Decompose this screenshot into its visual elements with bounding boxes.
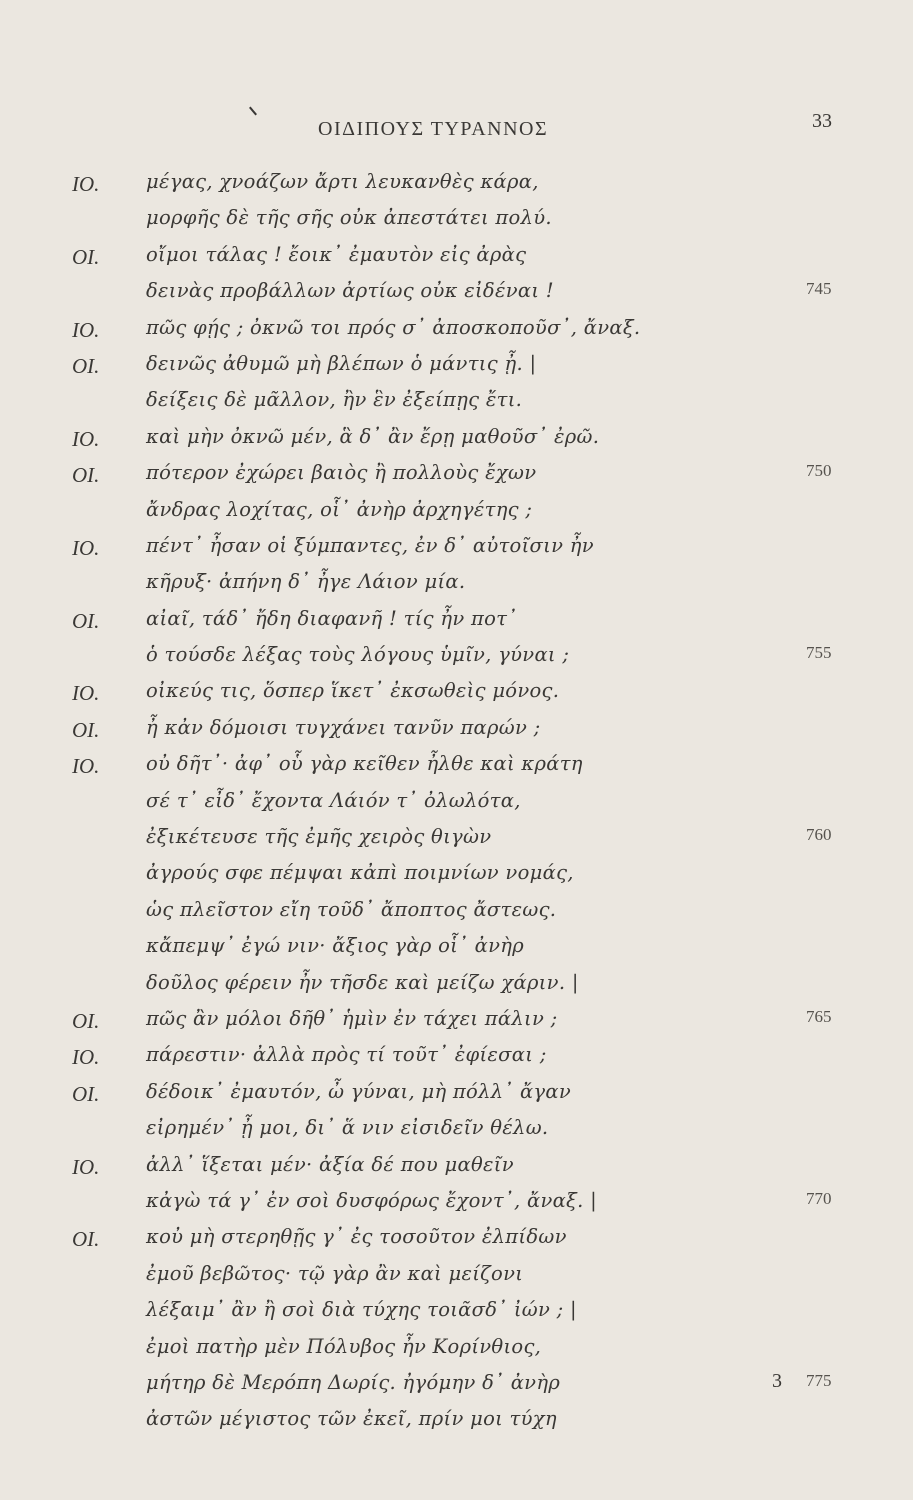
verse-line (0, 1007, 913, 1043)
verse-line (0, 1335, 913, 1371)
verse-line (0, 1153, 913, 1189)
verse-line (0, 388, 913, 424)
verse-text: κἄπεμψ᾽ ἐγώ νιν· ἄξιος γὰρ οἷ᾽ ἀνὴρ (146, 934, 525, 958)
speaker-label: ΟΙ. (72, 717, 100, 742)
verse-text: καὶ μὴν ὀκνῶ μέν, ἃ δ᾽ ἂν ἔρῃ μαθοῦσ᾽ ἐρῶ. (146, 424, 600, 448)
verse-text: δεινῶς ἀθυμῶ μὴ βλέπων ὁ μάντις ᾖ. | (146, 351, 537, 375)
verse-line (0, 498, 913, 534)
verse-line (0, 461, 913, 497)
verse-text: ὡς πλεῖστον εἴη τοῦδ᾽ ἄποπτος ἄστεως. (146, 897, 557, 921)
verse-line (0, 1225, 913, 1261)
verse-text: εἰρημέν᾽ ᾖ μοι, δι᾽ ἅ νιν εἰσιδεῖν θέλω. (146, 1116, 549, 1140)
verse-line (0, 1407, 913, 1443)
verse-text: πάρεστιν· ἀλλὰ πρὸς τί τοῦτ᾽ ἐφίεσαι ; (146, 1043, 547, 1067)
verse-line (0, 1043, 913, 1079)
line-number: 765 (806, 1006, 832, 1026)
verse-line (0, 534, 913, 570)
speaker-label: ΟΙ. (72, 608, 100, 633)
speaker-label: ΙΟ. (72, 1154, 100, 1179)
speaker-label: ΟΙ. (72, 1227, 100, 1252)
verse-line (0, 1116, 913, 1152)
verse-line (0, 206, 913, 242)
verse-text: ἐμοὶ πατὴρ μὲν Πόλυβος ἦν Κορίνθιος, (146, 1334, 542, 1358)
verse-line (0, 316, 913, 352)
verse-line (0, 1262, 913, 1298)
verse-line (0, 934, 913, 970)
line-number: 775 (806, 1370, 832, 1390)
verse-text: ἀλλ᾽ ἵξεται μέν· ἀξία δέ που μαθεῖν (146, 1152, 514, 1176)
speaker-label: ΙΟ. (72, 1045, 100, 1070)
verse-line (0, 607, 913, 643)
verse-line (0, 170, 913, 206)
verse-text: αἰαῖ, τάδ᾽ ἤδη διαφανῆ ! τίς ἦν ποτ᾽ (146, 606, 518, 630)
speaker-label: ΟΙ. (72, 463, 100, 488)
speaker-label: ΙΟ. (72, 535, 100, 560)
verse-text: οἰκεύς τις, ὅσπερ ἵκετ᾽ ἐκσωθεὶς μόνος. (146, 679, 560, 703)
verse-text: ἄνδρας λοχίτας, οἷ᾽ ἀνὴρ ἀρχηγέτης ; (146, 497, 533, 521)
verse-line (0, 716, 913, 752)
verse-text: οἴμοι τάλας ! ἔοικ᾽ ἐμαυτὸν εἰς ἀρὰς (146, 242, 527, 266)
verse-text: πῶς φῄς ; ὀκνῶ τοι πρός σ᾽ ἀποσκοποῦσ᾽, ἄναξ. (146, 315, 641, 339)
line-number: 770 (806, 1188, 832, 1208)
line-number: 750 (806, 461, 832, 481)
verse-line (0, 425, 913, 461)
verse-text: κοὐ μὴ στερηθῇς γ᾽ ἐς τοσοῦτον ἐλπίδων (146, 1225, 567, 1249)
verse-line (0, 898, 913, 934)
verse-line (0, 679, 913, 715)
line-number: 745 (806, 279, 832, 299)
verse-text: δεινὰς προβάλλων ἀρτίως οὐκ εἰδέναι ! (146, 279, 554, 303)
verse-text: ἐξικέτευσε τῆς ἐμῆς χειρὸς θιγὼν (146, 825, 492, 849)
verse-text: ἀγρούς σφε πέμψαι κἀπὶ ποιμνίων νομάς, (146, 861, 574, 885)
verse-line (0, 570, 913, 606)
speaker-label: ΟΙ. (72, 353, 100, 378)
verse-line (0, 752, 913, 788)
speaker-label: ΙΟ. (72, 426, 100, 451)
verse-text: οὐ δῆτ᾽· ἀφ᾽ οὗ γὰρ κεῖθεν ἦλθε καὶ κράτη (146, 752, 583, 776)
speaker-label: ΟΙ. (72, 1008, 100, 1033)
verse-line (0, 243, 913, 279)
verse-text: λέξαιμ᾽ ἂν ἢ σοὶ διὰ τύχης τοιᾶσδ᾽ ἰών ; | (146, 1298, 577, 1322)
running-title: ΟΙΔΙΠΟΥΣ ΤΥΡΑΝΝΟΣ (318, 118, 549, 140)
speaker-label: ΟΙ. (72, 244, 100, 269)
verse-line (0, 1298, 913, 1334)
verse-text: ἦ κἀν δόμοισι τυγχάνει τανῦν παρών ; (146, 715, 541, 739)
speaker-label: ΙΟ. (72, 754, 100, 779)
line-number: 760 (806, 825, 832, 845)
verse-text: ὁ τούσδε λέξας τοὺς λόγους ὑμῖν, γύναι ; (146, 643, 570, 667)
speaker-label: ΟΙ. (72, 1081, 100, 1106)
verse-line (0, 861, 913, 897)
verse-line (0, 643, 913, 679)
verse-text: πέντ᾽ ἦσαν οἱ ξύμπαντες, ἐν δ᾽ αὐτοῖσιν ἦν (146, 533, 594, 557)
verse-line (0, 279, 913, 315)
verse-text: ἐμοῦ βεβῶτος· τῷ γὰρ ἂν καὶ μείζονι (146, 1261, 524, 1285)
verse-text: κἀγὼ τά γ᾽ ἐν σοὶ δυσφόρως ἔχοντ᾽, ἄναξ. | (146, 1188, 597, 1212)
verse-text: δέδοικ᾽ ἐμαυτόν, ὦ γύναι, μὴ πόλλ᾽ ἄγαν (146, 1079, 571, 1103)
verse-line (0, 352, 913, 388)
page-number: 33 (812, 110, 832, 132)
verse-text: πότερον ἐχώρει βαιὸς ἢ πολλοὺς ἔχων (146, 461, 537, 485)
verse-text: μήτηρ δὲ Μερόπη Δωρίς. ἠγόμην δ᾽ ἀνὴρ (146, 1370, 561, 1394)
verse-text: δείξεις δὲ μᾶλλον, ἢν ἓν ἐξείπῃς ἔτι. (146, 388, 523, 412)
signature-mark: 3 (772, 1370, 782, 1392)
verse-text: μορφῆς δὲ τῆς σῆς οὐκ ἀπεστάτει πολύ. (146, 206, 552, 230)
verse-block (0, 170, 913, 1444)
verse-line (0, 1080, 913, 1116)
verse-line (0, 1189, 913, 1225)
verse-line (0, 789, 913, 825)
speaker-label: ΙΟ. (72, 317, 100, 342)
verse-text: πῶς ἂν μόλοι δῆθ᾽ ἡμὶν ἐν τάχει πάλιν ; (146, 1006, 558, 1030)
verse-line (0, 825, 913, 861)
speaker-label: ΙΟ. (72, 172, 100, 196)
verse-text: κῆρυξ· ἀπήνη δ᾽ ἦγε Λάιον μία. (146, 570, 466, 594)
verse-text: σέ τ᾽ εἶδ᾽ ἔχοντα Λάιόν τ᾽ ὀλωλότα, (146, 788, 521, 812)
speaker-label: ΙΟ. (72, 681, 100, 706)
printer-mark (249, 107, 257, 116)
line-number: 755 (806, 643, 832, 663)
verse-text: ἀστῶν μέγιστος τῶν ἐκεῖ, πρίν μοι τύχη (146, 1407, 557, 1431)
verse-line (0, 971, 913, 1007)
verse-text: μέγας, χνοάζων ἄρτι λευκανθὲς κάρα, (146, 170, 539, 193)
verse-text: δοῦλος φέρειν ἦν τῆσδε καὶ μείζω χάριν. | (146, 970, 579, 994)
